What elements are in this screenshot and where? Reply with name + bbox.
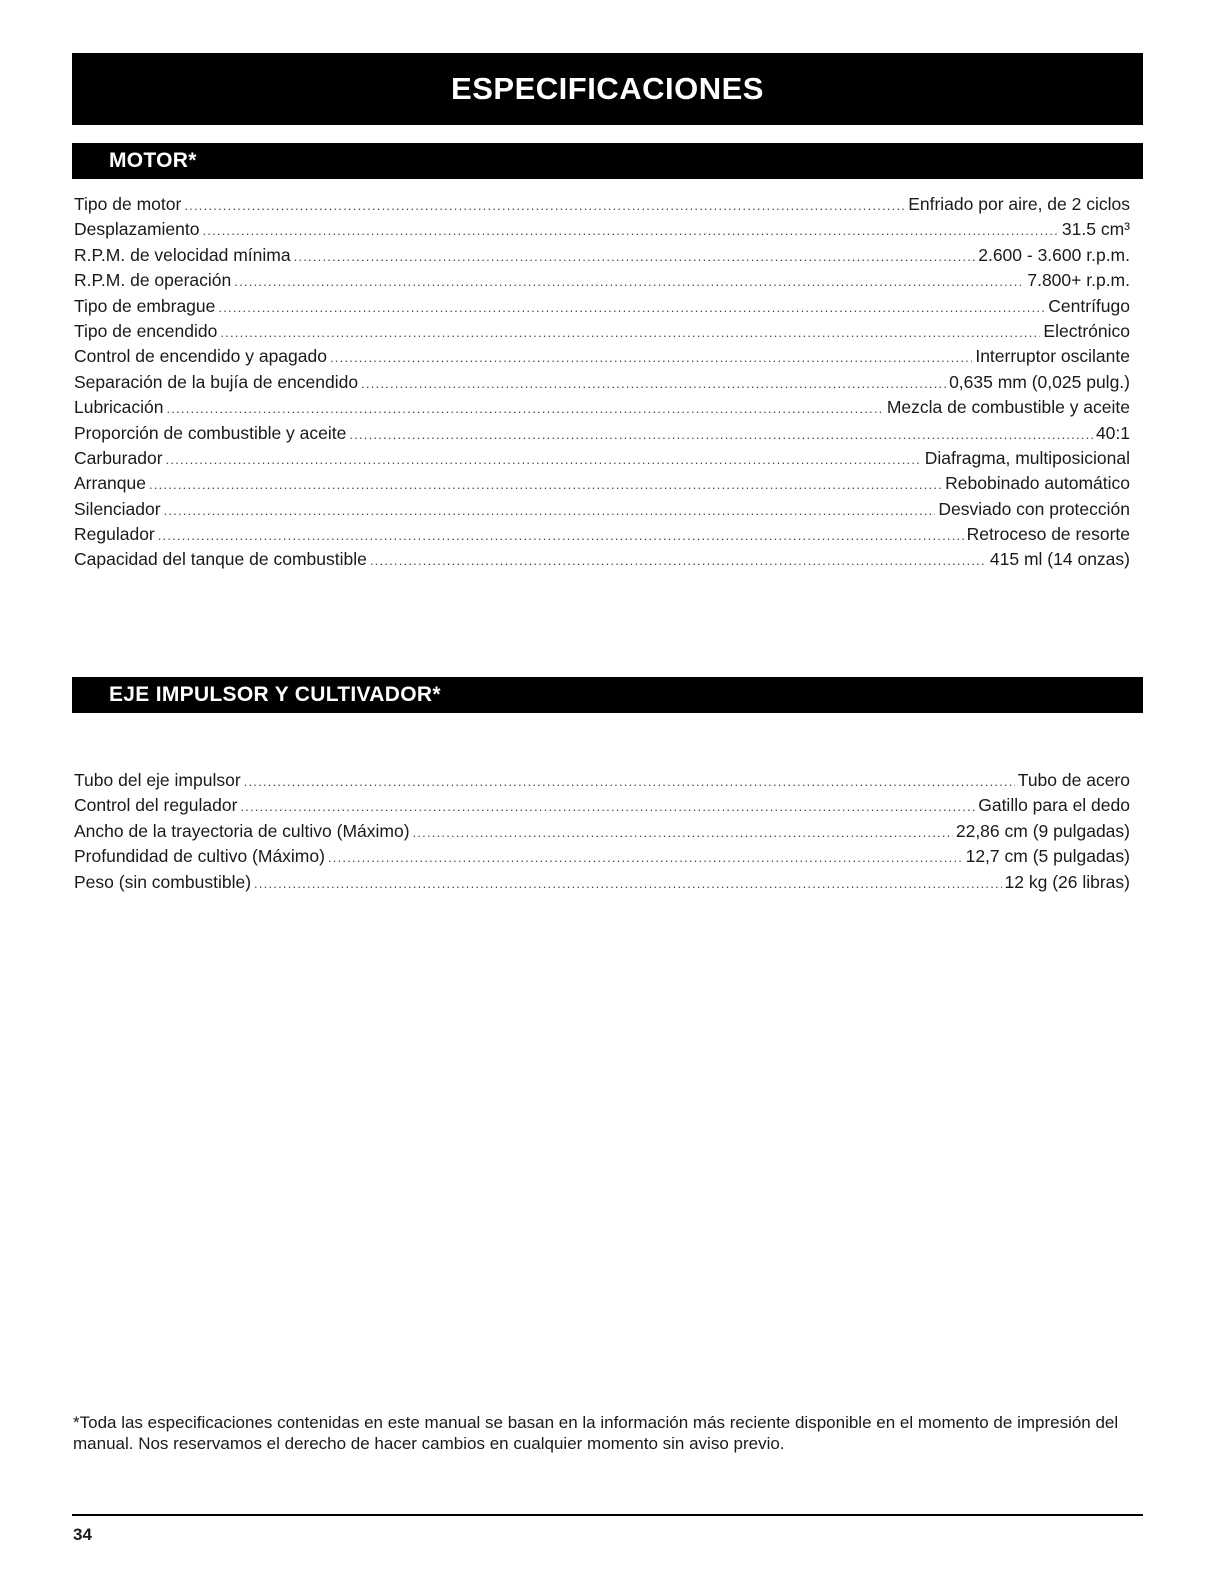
spec-value: Tubo de acero — [1017, 770, 1130, 790]
spec-value: Rebobinado automático — [945, 473, 1130, 494]
spec-row — [74, 344, 1130, 369]
spec-value: Gatillo para el dedo — [978, 795, 1130, 816]
spec-value: 12 kg (26 libras) — [1004, 871, 1130, 892]
spec-label: R.P.M. de velocidad mínima — [74, 244, 291, 265]
section-heading: MOTOR* — [109, 149, 197, 172]
spec-list-eje — [74, 768, 1130, 895]
spec-value: Electrónico — [1043, 320, 1130, 341]
spec-row — [74, 870, 1130, 895]
dot-leader — [234, 269, 1024, 293]
dot-leader — [149, 472, 942, 496]
spec-value: 22,86 cm (9 pulgadas) — [955, 820, 1130, 841]
spec-row — [74, 370, 1130, 395]
spec-row — [74, 793, 1130, 818]
spec-label: Lubricación — [74, 397, 164, 418]
spec-value: Diafragma, multiposicional — [924, 447, 1130, 468]
dot-leader — [254, 871, 1001, 895]
spec-label: Tipo de motor — [74, 194, 182, 214]
spec-row — [74, 547, 1130, 572]
spec-label: Desplazamiento — [74, 219, 200, 240]
spec-label: Carburador — [74, 447, 163, 468]
spec-value: 31.5 cm³ — [1061, 219, 1130, 240]
dot-leader — [240, 794, 975, 818]
spec-list-motor — [74, 192, 1130, 573]
spec-row — [74, 497, 1130, 522]
spec-label: Control de encendido y apagado — [74, 346, 327, 367]
dot-leader — [361, 371, 946, 395]
spec-row — [74, 471, 1130, 496]
spec-row — [74, 768, 1130, 793]
dot-leader — [349, 422, 1093, 446]
dot-leader — [370, 548, 987, 572]
spec-row — [74, 844, 1130, 869]
spec-label: Regulador — [74, 524, 155, 545]
spec-row — [74, 294, 1130, 319]
spec-row — [74, 319, 1130, 344]
dot-leader — [158, 523, 964, 547]
dot-leader — [167, 396, 884, 420]
spec-row — [74, 421, 1130, 446]
spec-label: Separación de la bujía de encendido — [74, 371, 359, 392]
spec-value: 40:1 — [1095, 422, 1130, 443]
spec-label: Control del regulador — [74, 795, 238, 816]
dot-leader — [220, 320, 1040, 344]
spec-value: 2.600 - 3.600 r.p.m. — [978, 244, 1130, 265]
page-title-bar — [72, 53, 1143, 125]
spec-label: Capacidad del tanque de combustible — [74, 549, 367, 570]
spec-row — [74, 217, 1130, 242]
dot-leader — [330, 345, 972, 369]
spec-value: 12,7 cm (5 pulgadas) — [965, 846, 1130, 867]
section-header-motor — [72, 143, 1143, 179]
spec-label: Ancho de la trayectoria de cultivo (Máximo) — [74, 820, 410, 841]
spec-value: Desviado con protección — [938, 498, 1130, 519]
spec-label: Tubo del eje impulsor — [74, 770, 241, 790]
spec-value: Interruptor oscilante — [975, 346, 1130, 367]
spec-value: 0,635 mm (0,025 pulg.) — [949, 371, 1130, 392]
footer-divider — [72, 1514, 1143, 1516]
dot-leader — [218, 295, 1045, 319]
spec-row — [74, 192, 1130, 217]
spec-label: R.P.M. de operación — [74, 270, 232, 291]
spec-label: Tipo de embrague — [74, 295, 216, 316]
section-header-eje — [72, 677, 1143, 713]
spec-row — [74, 395, 1130, 420]
spec-row — [74, 819, 1130, 844]
dot-leader — [413, 820, 953, 844]
spec-label: Peso (sin combustible) — [74, 871, 252, 892]
spec-value: 7.800+ r.p.m. — [1027, 270, 1130, 291]
spec-row — [74, 522, 1130, 547]
spec-label: Profundidad de cultivo (Máximo) — [74, 846, 325, 867]
dot-leader — [244, 769, 1015, 793]
spec-value: 415 ml (14 onzas) — [989, 549, 1130, 570]
footnote: *Toda las especificaciones contenidas en este manual se basan en la información más reciente disponible en el momento de impresión del manual. Nos reservamos el derecho de hacer cambios en cualquier momento sin aviso previo. — [73, 1413, 1119, 1453]
dot-leader — [328, 845, 963, 869]
section-heading: EJE IMPULSOR Y CULTIVADOR* — [109, 683, 441, 706]
spec-row — [74, 446, 1130, 471]
dot-leader — [184, 193, 905, 217]
spec-label: Silenciador — [74, 498, 161, 519]
spec-row — [74, 268, 1130, 293]
page-number: 34 — [73, 1525, 92, 1544]
spec-value: Mezcla de combustible y aceite — [886, 397, 1130, 418]
spec-value: Enfriado por aire, de 2 ciclos — [908, 194, 1130, 214]
dot-leader — [166, 447, 922, 471]
spec-value: Centrífugo — [1048, 295, 1130, 316]
dot-leader — [202, 218, 1058, 242]
dot-leader — [294, 244, 976, 268]
spec-row — [74, 243, 1130, 268]
spec-label: Tipo de encendido — [74, 320, 218, 341]
spec-label: Proporción de combustible y aceite — [74, 422, 347, 443]
spec-value: Retroceso de resorte — [966, 524, 1130, 545]
page-title: ESPECIFICACIONES — [451, 71, 764, 106]
dot-leader — [164, 498, 936, 522]
spec-label: Arranque — [74, 473, 146, 494]
